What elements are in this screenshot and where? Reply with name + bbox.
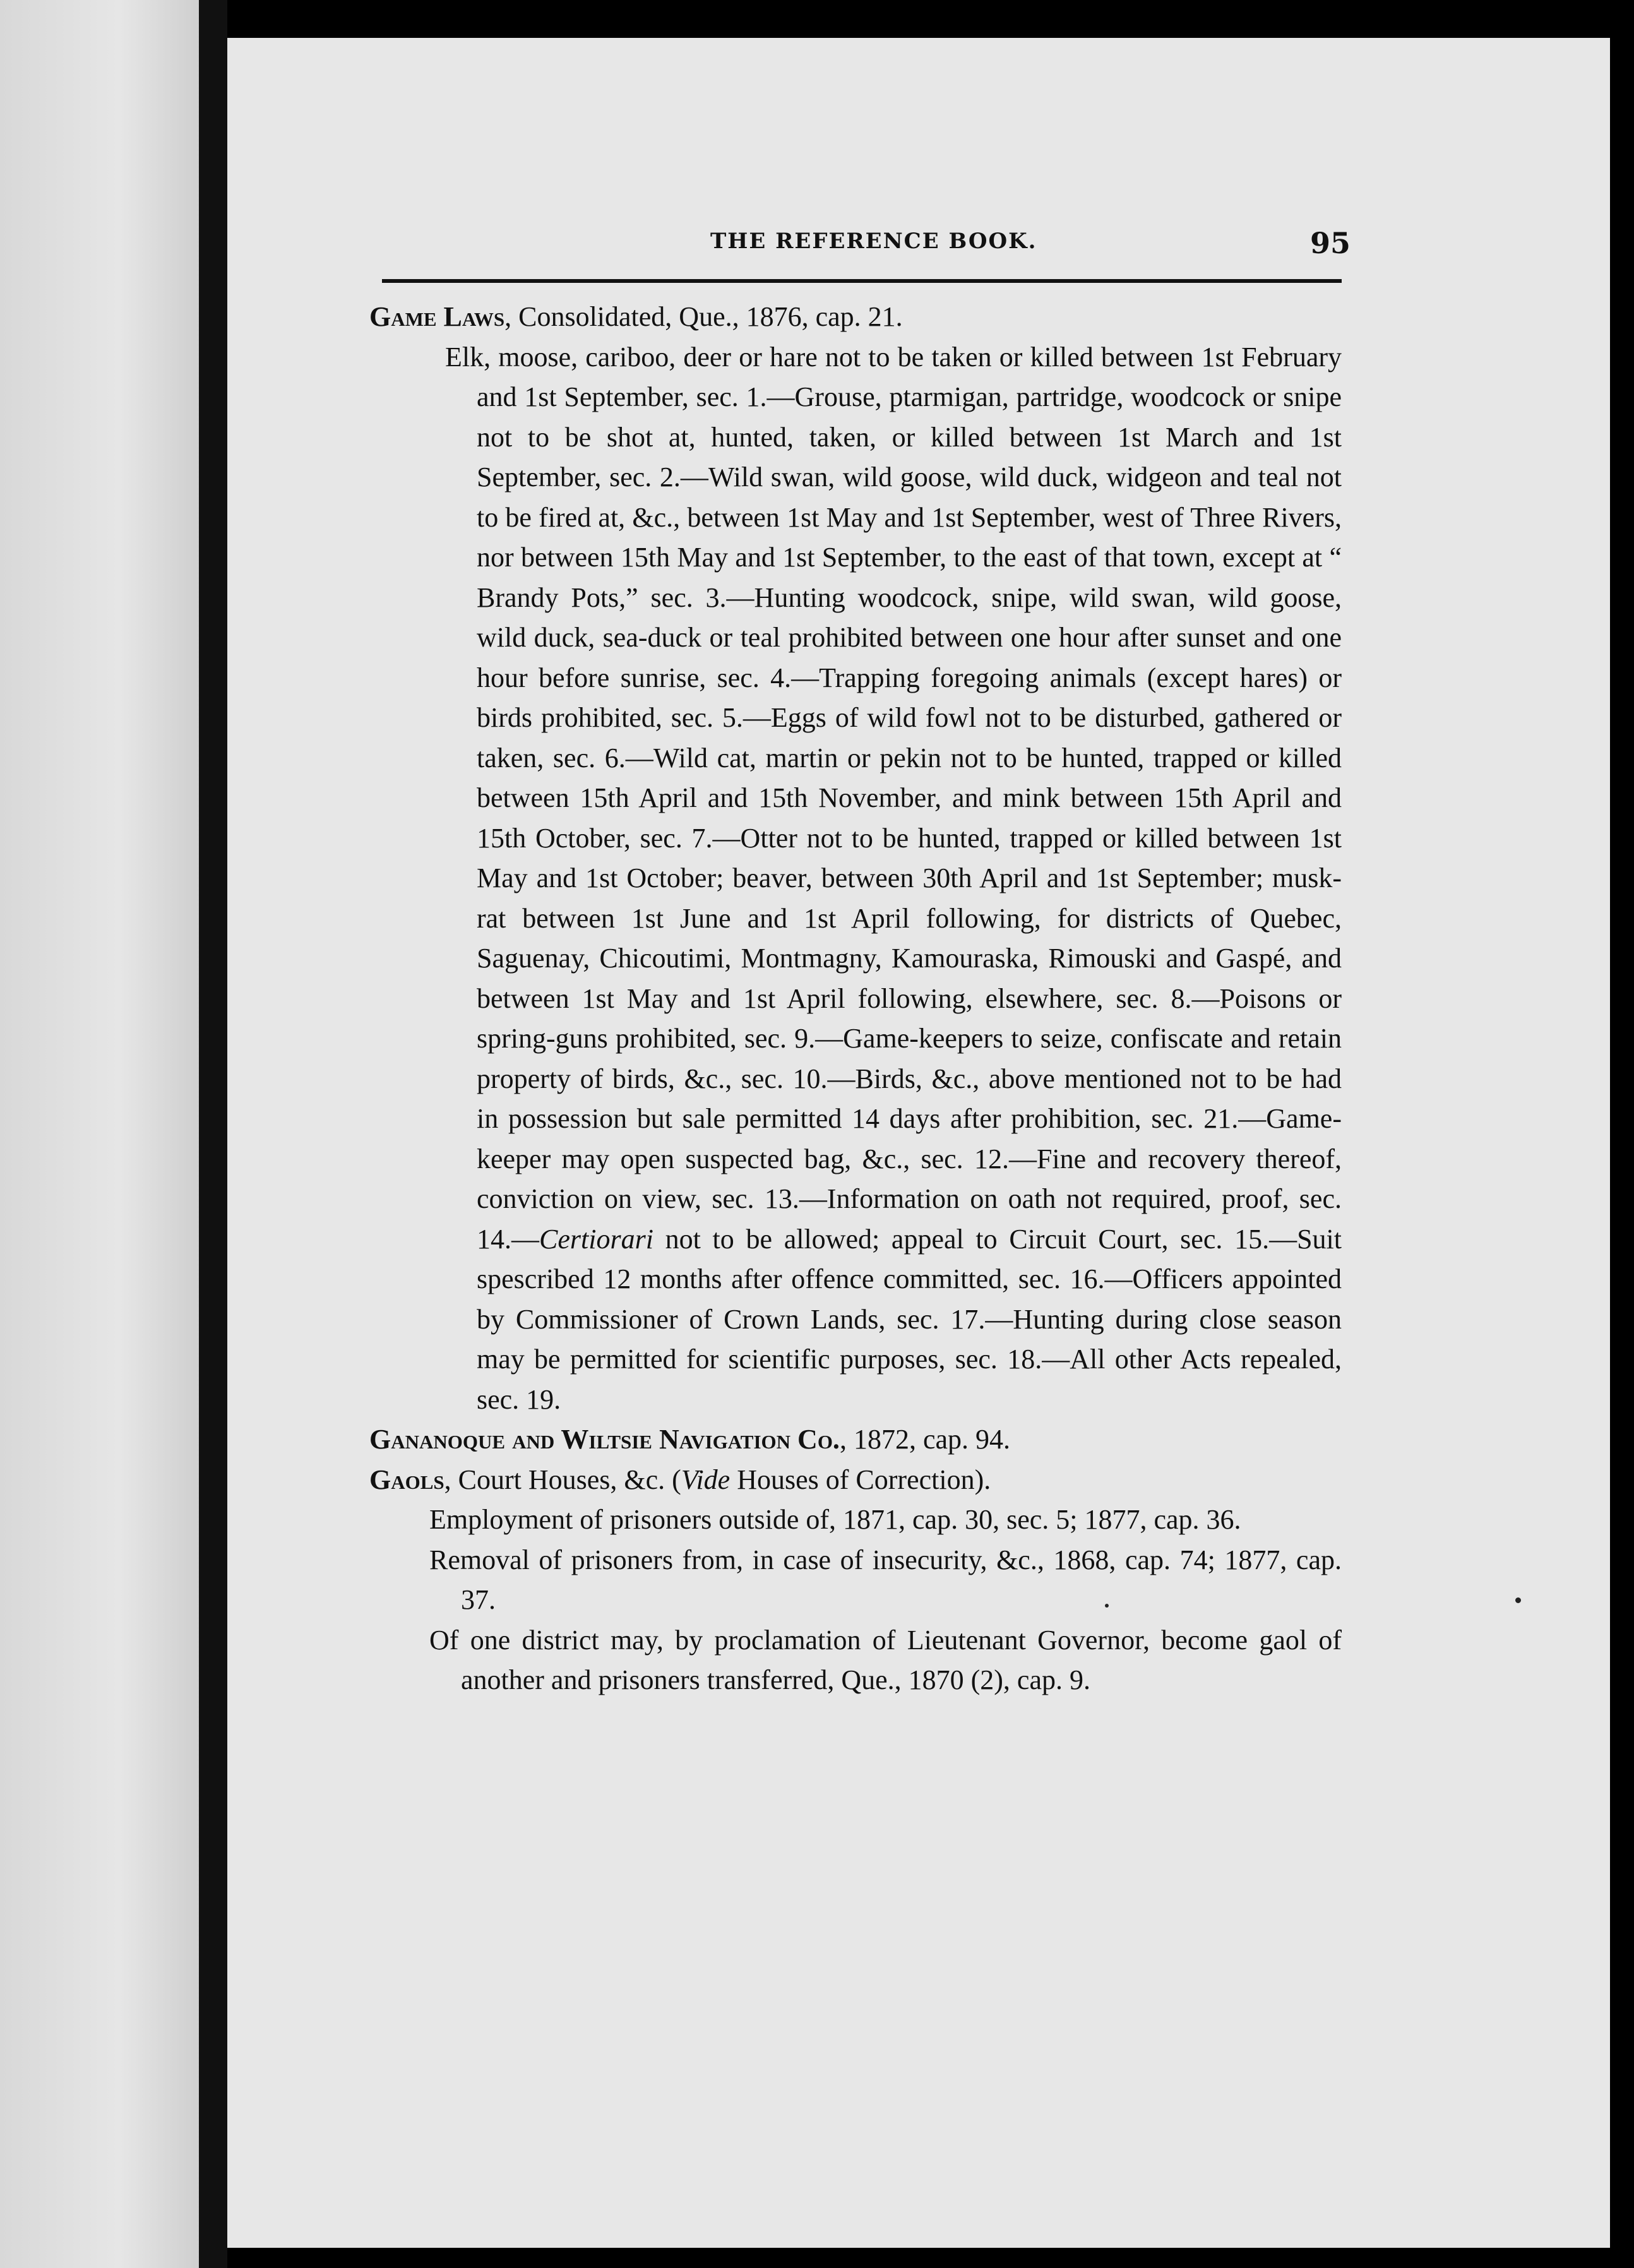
entry-description <box>369 337 1342 1420</box>
entry-game-laws <box>369 297 1342 1419</box>
entry-gaols <box>369 1460 1342 1700</box>
entry-heading <box>369 1419 1342 1460</box>
entry-head-citation: , Court Houses, &c. ( <box>444 1464 681 1495</box>
sub-entry: Employment of prisoners outside of, 1871, cap. 30, sec. 5; 1877, cap. 36. <box>429 1504 1241 1535</box>
sub-entry: Removal of prisoners from, in case of insecurity, &c., 1868, cap. 74; 1877, cap. 37. <box>429 1544 1342 1615</box>
entry-head-term: Game Laws <box>369 301 505 332</box>
entry-head-term: Gaols <box>369 1464 444 1495</box>
paper-speck <box>1105 1604 1109 1608</box>
description-part-2: not to be allowed; appeal to Circuit Court, sec. 15.—Suit spescribed 12 months after offence committed, sec. 16.—Officers appointed by Commissioner of Crown Lands, sec. 17.—Hunting during close season may be permitted for scientific purposes, sec. 18.—All other Acts repealed, sec. 19. <box>477 1223 1342 1415</box>
entry-head-citation: , 1872, cap. 94. <box>839 1424 1010 1455</box>
entry-head-term: Gananoque and Wiltsie Navigation Co. <box>369 1424 840 1455</box>
description-part-1: Elk, moose, cariboo, deer or hare not to be taken or killed between 1st February and 1st September, sec. 1.—Grouse, ptarmigan, partridge, woodcock or snipe not to be shot at, hunted, taken, or killed between 1st March and 1st September, sec. 2.—Wild swan, wild goose, wild duck, widgeon and teal not to be fired at, &c., between 1st May and 1st September, west of Three Rivers, nor between 15th May and 1st September, to the east of that town, except at “ Brandy Pots,” sec. 3.—Hunting woodcock, snipe, wild swan, wild goose, wild duck, sea-duck or teal prohibited between one hour after sunset and one hour before sunrise, sec. 4.—Trapping foregoing animals (except hares) or birds prohibited, sec. 5.—Eggs of wild fowl not to be disturbed, gathered or taken, sec. 6.—Wild cat, martin or pekin not to be hunted, trapped or killed between 15th April and 15th November, and mink between 15th April and 15th October, sec. 7.—Otter not to be hunted, trapped or killed between 1st May and 1st October; beaver, between 30th April and 1st September; musk-rat between 1st June and 1st April following, for districts of Quebec, Saguenay, Chicoutimi, Montmagny, Kamouraska, Rimouski and Gaspé, and between 1st May and 1st April following, elsewhere, sec. 8.—Poisons or spring-guns prohibited, sec. 9.—Game-keepers to seize, confiscate and retain property of birds, &c., sec. 10.—Birds, &c., above mentioned not to be had in possession but sale permitted 14 days after prohibition, sec. 21.—Game-keeper may open suspected bag, &c., sec. 12.—Fine and recovery thereof, conviction on view, sec. 13.—Information on oath not required, proof, sec. 14.— <box>445 341 1342 1255</box>
running-title: THE REFERENCE BOOK. <box>710 229 1037 254</box>
page-number: 95 <box>1310 226 1351 260</box>
entry-gananoque <box>369 1419 1342 1460</box>
book-gutter <box>199 0 227 2268</box>
sub-entry: Of one district may, by proclamation of Lieutenant Governor, become gaol of another and prisoners transferred, Que., 1870 (2), cap. 9. <box>429 1624 1342 1695</box>
index-body <box>369 297 1342 1700</box>
previous-page-edge <box>0 0 199 2268</box>
entry-head-citation: , Consolidated, Que., 1876, cap. 21. <box>504 301 903 332</box>
entry-heading <box>369 1460 1342 1500</box>
entry-head-italic: Vide <box>681 1464 731 1495</box>
entry-heading <box>369 297 1342 337</box>
description-italic-term: Certiorari <box>539 1223 653 1255</box>
entry-head-citation-end: Houses of Correction). <box>730 1464 991 1495</box>
paper-speck <box>1515 1597 1521 1603</box>
header-rule <box>382 279 1342 283</box>
